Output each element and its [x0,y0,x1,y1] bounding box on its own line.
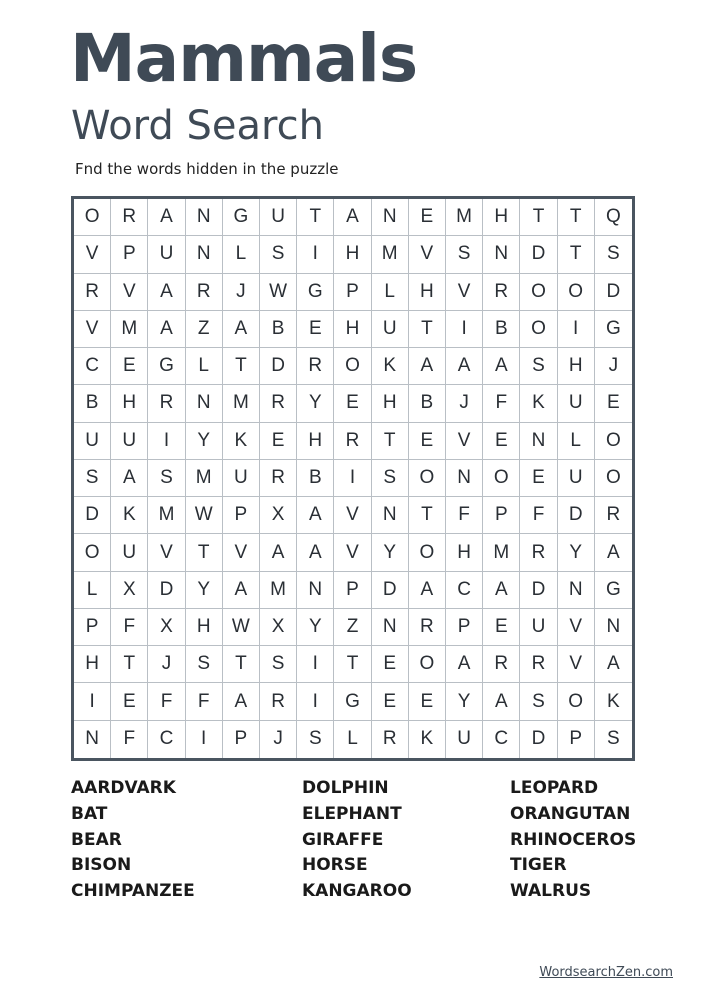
grid-cell[interactable]: O [558,274,595,311]
grid-cell[interactable]: O [409,460,446,497]
grid-cell[interactable]: R [186,274,223,311]
grid-cell[interactable]: E [111,348,148,385]
grid-cell[interactable]: S [148,460,185,497]
grid-cell[interactable]: N [297,572,334,609]
grid-cell[interactable]: N [372,199,409,236]
grid-cell[interactable]: M [186,460,223,497]
grid-cell[interactable]: A [409,572,446,609]
grid-cell[interactable]: T [297,199,334,236]
grid-cell[interactable]: T [520,199,557,236]
word-list-item: CHIMPANZEE [71,881,195,902]
grid-cell[interactable]: D [520,236,557,273]
grid-cell[interactable]: P [223,497,260,534]
grid-cell[interactable]: F [520,497,557,534]
grid-cell[interactable]: I [558,311,595,348]
word-list-item: LEOPARD [510,778,599,798]
grid-cell[interactable]: P [446,609,483,646]
grid-cell[interactable]: E [483,423,520,460]
grid-cell[interactable]: U [148,236,185,273]
grid-cell[interactable]: O [483,460,520,497]
grid-cell[interactable]: B [74,385,111,422]
grid-cell[interactable]: R [297,348,334,385]
grid-cell[interactable]: S [74,460,111,497]
word-list-item: BEAR [71,829,122,850]
grid-cell[interactable]: R [372,721,409,758]
grid-cell[interactable]: V [446,423,483,460]
grid-cell[interactable]: H [558,348,595,385]
grid-cell[interactable]: U [558,385,595,422]
grid-cell[interactable]: A [595,534,632,571]
grid-cell[interactable]: X [260,609,297,646]
grid-cell[interactable]: M [260,572,297,609]
grid-cell[interactable]: Z [186,311,223,348]
grid-cell[interactable]: K [111,497,148,534]
grid-cell[interactable]: N [372,609,409,646]
grid-cell[interactable]: U [74,423,111,460]
grid-cell[interactable]: A [223,572,260,609]
grid-cell[interactable]: P [223,721,260,758]
grid-cell[interactable]: F [483,385,520,422]
grid-cell[interactable]: O [74,199,111,236]
grid-cell[interactable]: P [483,497,520,534]
grid-cell[interactable]: V [334,497,371,534]
grid-cell[interactable]: F [186,683,223,720]
grid-cell[interactable]: W [223,609,260,646]
grid-cell[interactable]: G [595,572,632,609]
grid-cell[interactable]: S [186,646,223,683]
grid-cell[interactable]: R [483,646,520,683]
grid-cell[interactable]: A [223,683,260,720]
grid-cell[interactable]: I [148,423,185,460]
grid-cell[interactable]: J [595,348,632,385]
grid-cell[interactable]: C [148,721,185,758]
grid-cell[interactable]: U [372,311,409,348]
grid-cell[interactable]: A [148,199,185,236]
grid-cell[interactable]: M [148,497,185,534]
grid-cell[interactable]: S [520,683,557,720]
word-list-item: WALRUS [510,881,592,902]
grid-cell[interactable]: H [446,534,483,571]
grid-cell[interactable]: A [483,683,520,720]
grid-cell[interactable]: V [558,609,595,646]
grid-cell[interactable]: V [558,646,595,683]
grid-cell[interactable]: A [297,534,334,571]
grid-cell[interactable]: A [260,534,297,571]
puzzle-grid-frame [71,196,635,761]
grid-cell[interactable]: L [334,721,371,758]
grid-cell[interactable]: U [260,199,297,236]
page-title: Mammals [70,20,418,97]
grid-cell[interactable]: D [558,497,595,534]
grid-cell[interactable]: V [223,534,260,571]
grid-cell[interactable]: E [297,311,334,348]
grid-cell[interactable]: F [111,721,148,758]
grid-cell[interactable]: N [520,423,557,460]
grid-cell[interactable]: S [595,236,632,273]
grid-cell[interactable]: G [223,199,260,236]
grid-cell[interactable]: S [446,236,483,273]
grid-cell[interactable]: W [186,497,223,534]
grid-cell[interactable]: B [483,311,520,348]
grid-cell[interactable]: H [409,274,446,311]
word-list-item: DOLPHIN [302,778,389,798]
grid-cell[interactable]: E [520,460,557,497]
grid-cell[interactable]: A [148,274,185,311]
grid-cell[interactable]: H [334,311,371,348]
grid-cell[interactable]: R [260,385,297,422]
grid-cell[interactable]: R [74,274,111,311]
grid-cell[interactable]: A [111,460,148,497]
grid-cell[interactable]: T [558,199,595,236]
grid-cell[interactable]: E [409,199,446,236]
grid-cell[interactable]: E [595,385,632,422]
grid-cell[interactable]: P [334,572,371,609]
site-link[interactable]: WordsearchZen.com [539,965,673,980]
word-list-column-2 [302,776,412,905]
grid-cell[interactable]: M [446,199,483,236]
grid-cell[interactable]: S [260,646,297,683]
word-list-item: TIGER [510,855,567,876]
grid-cell[interactable]: T [409,497,446,534]
grid-cell[interactable]: A [446,646,483,683]
grid-cell[interactable]: O [334,348,371,385]
grid-cell[interactable]: Y [372,534,409,571]
grid-cell[interactable]: C [74,348,111,385]
grid-cell[interactable]: R [520,646,557,683]
grid-cell[interactable]: R [148,385,185,422]
grid-cell[interactable]: V [74,236,111,273]
grid-cell[interactable]: G [148,348,185,385]
grid-cell[interactable]: V [74,311,111,348]
word-list-item: BAT [71,803,108,824]
grid-cell[interactable]: D [520,572,557,609]
grid-cell[interactable]: V [111,274,148,311]
grid-cell[interactable]: V [148,534,185,571]
grid-cell[interactable]: A [483,572,520,609]
grid-cell[interactable]: Y [186,572,223,609]
grid-cell[interactable]: O [595,423,632,460]
grid-cell[interactable]: P [111,236,148,273]
grid-cell[interactable]: T [409,311,446,348]
grid-cell[interactable]: K [372,348,409,385]
grid-cell[interactable]: Y [186,423,223,460]
grid-cell[interactable]: L [186,348,223,385]
grid-cell[interactable]: B [409,385,446,422]
grid-cell[interactable]: N [595,609,632,646]
grid-cell[interactable]: C [446,572,483,609]
grid-cell[interactable]: Y [297,609,334,646]
grid-cell[interactable]: U [446,721,483,758]
grid-cell[interactable]: O [520,311,557,348]
grid-cell[interactable]: I [334,460,371,497]
word-list-item: ORANGUTAN [510,803,631,824]
grid-cell[interactable]: V [446,274,483,311]
grid-cell[interactable]: T [372,423,409,460]
grid-cell[interactable]: F [111,609,148,646]
grid-cell[interactable]: H [74,646,111,683]
grid-cell[interactable]: I [297,646,334,683]
grid-cell[interactable]: U [111,534,148,571]
grid-cell[interactable]: U [111,423,148,460]
grid-cell[interactable]: S [607,728,620,750]
grid-cell[interactable]: E [334,385,371,422]
grid-cell[interactable]: G [297,274,334,311]
grid-cell[interactable]: A [595,646,632,683]
grid-cell[interactable]: J [148,646,185,683]
grid-cell[interactable]: X [148,609,185,646]
grid-cell[interactable]: E [372,683,409,720]
grid-cell[interactable]: X [260,497,297,534]
grid-cell[interactable]: I [186,721,223,758]
grid-cell[interactable]: T [558,236,595,273]
grid-cell[interactable]: M [223,385,260,422]
grid-cell[interactable]: M [372,236,409,273]
grid-cell[interactable]: V [409,236,446,273]
grid-cell[interactable]: R [483,274,520,311]
grid-cell[interactable]: E [372,646,409,683]
grid-cell[interactable]: O [409,534,446,571]
grid-cell[interactable]: E [111,683,148,720]
grid-cell[interactable]: G [595,311,632,348]
grid-cell[interactable]: T [186,534,223,571]
grid-cell[interactable]: J [223,274,260,311]
grid-cell[interactable]: U [520,609,557,646]
puzzle-grid [74,199,632,758]
grid-cell[interactable]: A [446,348,483,385]
grid-cell[interactable]: N [446,460,483,497]
word-list-column-1 [71,776,195,905]
grid-cell[interactable]: P [334,274,371,311]
grid-cell[interactable]: O [558,683,595,720]
grid-cell[interactable]: T [223,646,260,683]
word-list-item: ELEPHANT [302,803,402,824]
grid-cell[interactable]: N [186,236,223,273]
grid-cell[interactable]: T [223,348,260,385]
grid-cell[interactable]: N [186,385,223,422]
grid-cell[interactable]: Y [297,385,334,422]
word-list-item: KANGAROO [302,881,412,902]
grid-cell[interactable]: M [483,534,520,571]
grid-cell[interactable]: E [260,423,297,460]
grid-cell[interactable]: B [297,460,334,497]
grid-cell[interactable]: H [297,423,334,460]
grid-cell[interactable]: D [148,572,185,609]
grid-cell[interactable]: O [520,274,557,311]
grid-cell[interactable]: A [148,311,185,348]
grid-cell[interactable]: I [297,236,334,273]
word-list-item: BISON [71,855,132,876]
grid-cell[interactable]: I [446,311,483,348]
grid-cell[interactable]: U [558,460,595,497]
grid-cell[interactable]: K [595,683,632,720]
grid-cell[interactable]: L [372,274,409,311]
grid-cell[interactable]: N [186,199,223,236]
grid-cell[interactable]: R [260,683,297,720]
word-list-item: GIRAFFE [302,829,384,850]
grid-cell[interactable]: C [483,721,520,758]
grid-cell[interactable]: H [483,199,520,236]
grid-cell[interactable]: A [483,348,520,385]
grid-cell[interactable]: A [334,199,371,236]
grid-cell[interactable]: D [260,348,297,385]
word-list-item: RHINOCEROS [510,829,637,850]
grid-cell[interactable]: M [111,311,148,348]
grid-cell[interactable]: E [409,683,446,720]
grid-cell[interactable]: A [297,497,334,534]
grid-cell[interactable]: J [260,721,297,758]
grid-cell[interactable]: D [595,274,632,311]
grid-cell[interactable]: D [372,572,409,609]
grid-cell[interactable]: K [223,423,260,460]
grid-cell[interactable]: U [223,460,260,497]
grid-cell[interactable]: D [74,497,111,534]
grid-cell[interactable]: A [409,348,446,385]
grid-cell[interactable]: G [334,683,371,720]
grid-cell[interactable]: R [520,534,557,571]
grid-cell[interactable]: S [260,236,297,273]
word-list-column-3 [510,776,636,905]
grid-cell[interactable]: J [446,385,483,422]
grid-cell[interactable]: L [558,423,595,460]
grid-cell[interactable]: P [74,609,111,646]
grid-cell[interactable]: I [74,683,111,720]
grid-cell[interactable]: Y [558,534,595,571]
grid-cell[interactable]: Y [446,683,483,720]
grid-cell[interactable]: R [409,609,446,646]
grid-cell[interactable]: W [260,274,297,311]
grid-cell[interactable]: L [74,572,111,609]
grid-cell[interactable]: P [558,721,595,758]
grid-cell[interactable]: T [334,646,371,683]
grid-cell[interactable]: N [372,497,409,534]
grid-cell[interactable]: F [446,497,483,534]
grid-cell[interactable]: S [297,721,334,758]
grid-cell[interactable]: H [186,609,223,646]
grid-cell[interactable]: S [520,348,557,385]
grid-cell[interactable]: I [297,683,334,720]
grid-cell[interactable]: H [334,236,371,273]
grid-cell[interactable]: H [111,385,148,422]
grid-cell[interactable]: S [372,460,409,497]
word-list-item: AARDVARK [71,778,176,798]
grid-cell[interactable]: N [558,572,595,609]
page-subtitle: Word Search [71,103,324,149]
grid-cell[interactable]: T [111,646,148,683]
grid-cell[interactable]: E [409,423,446,460]
grid-cell[interactable]: Q [595,199,632,236]
grid-cell[interactable]: N [483,236,520,273]
grid-cell[interactable]: X [111,572,148,609]
grid-cell[interactable]: O [74,534,111,571]
grid-cell[interactable]: O [595,460,632,497]
word-list-item: HORSE [302,855,368,876]
grid-cell[interactable]: R [334,423,371,460]
grid-cell[interactable]: L [223,236,260,273]
grid-cell[interactable]: R [111,199,148,236]
grid-cell[interactable]: N [74,721,111,758]
grid-cell[interactable]: O [409,646,446,683]
grid-cell[interactable]: K [520,385,557,422]
instructions-text: Fnd the words hidden in the puzzle [75,160,339,178]
grid-cell[interactable]: Z [334,609,371,646]
grid-cell[interactable]: A [223,311,260,348]
grid-cell[interactable]: B [260,311,297,348]
grid-cell[interactable]: R [595,497,632,534]
grid-cell[interactable]: R [260,460,297,497]
grid-cell[interactable]: F [148,683,185,720]
grid-cell[interactable]: H [372,385,409,422]
grid-cell[interactable]: K [409,721,446,758]
grid-cell[interactable]: D [520,721,557,758]
grid-cell[interactable]: V [334,534,371,571]
grid-cell[interactable]: E [483,609,520,646]
